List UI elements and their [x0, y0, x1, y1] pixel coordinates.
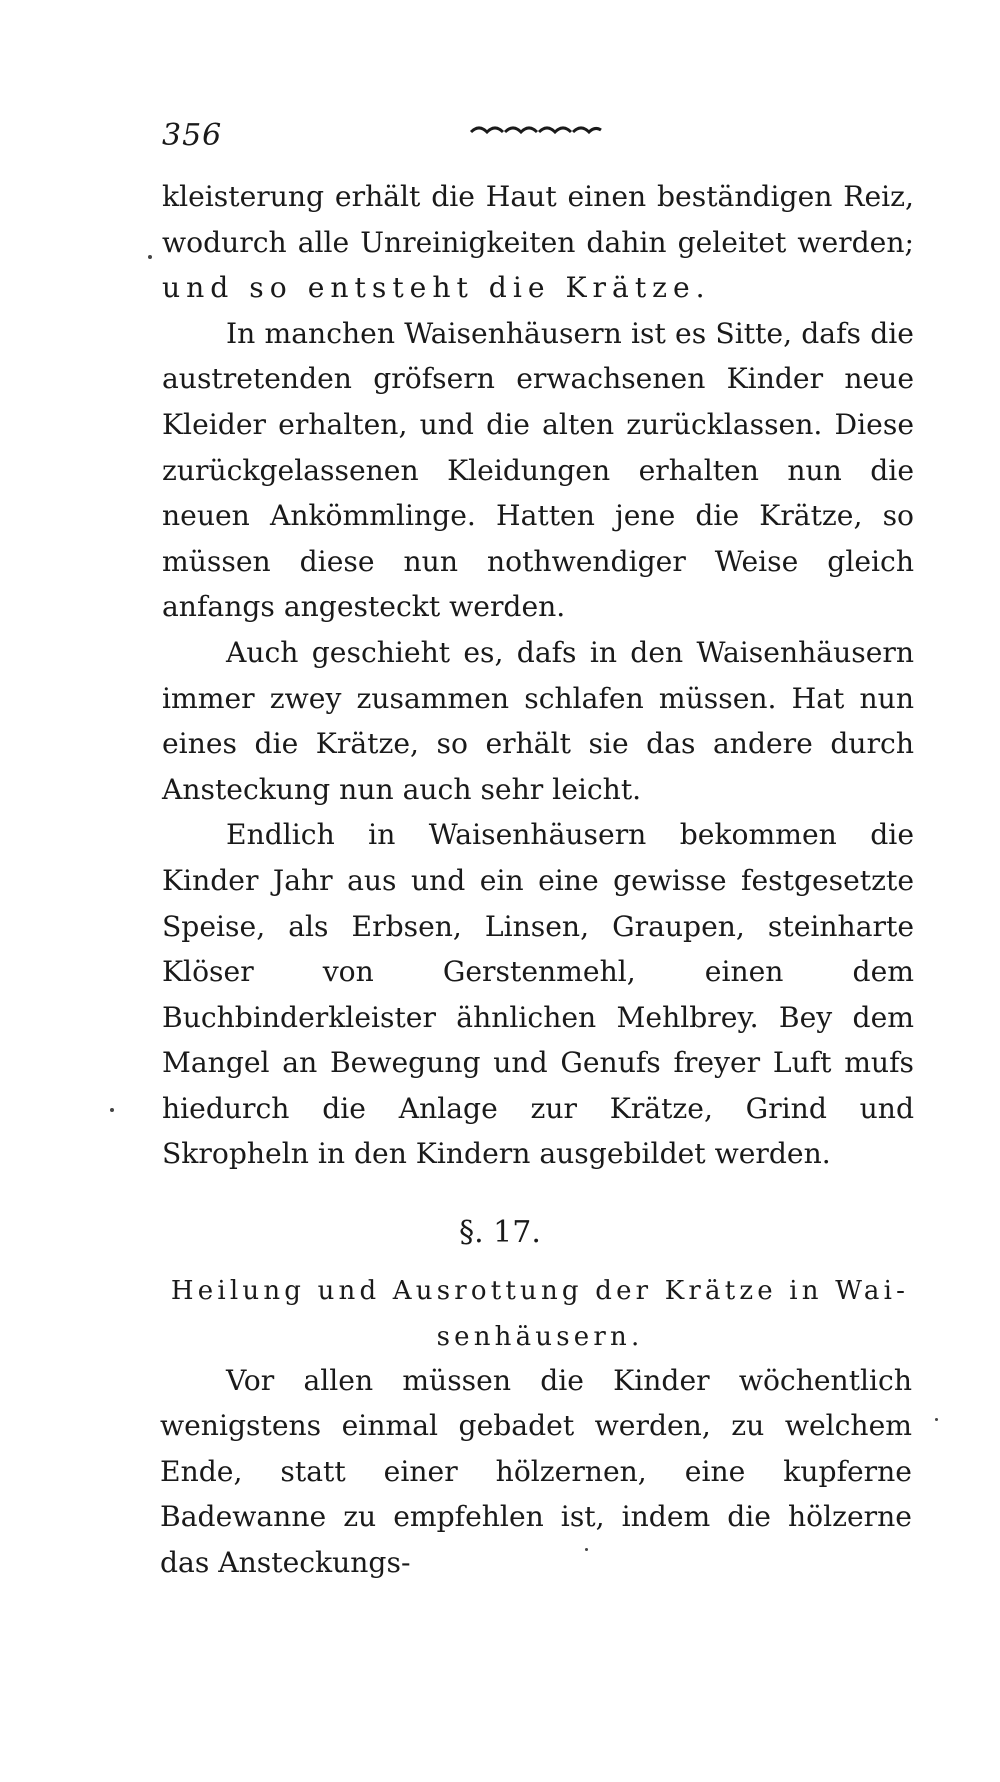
spaced-text: und so entsteht die Krätze. — [162, 271, 711, 305]
section-number: §. 17. — [459, 1215, 541, 1250]
paragraph: Auch geschieht es, dafs in den Waisenhäusern immer zwey zusammen schlafen müssen. Hat nun eines die Krätze, so erhält sie das andere durch Ansteckung nun auch sehr leicht. — [162, 635, 914, 806]
body-text — [162, 174, 914, 1177]
paragraph-continuation — [162, 174, 914, 311]
section-title-line: Heilung und Ausrottung der Krätze in Wai- — [170, 1276, 910, 1306]
page-header — [162, 118, 922, 158]
section-title — [160, 1268, 920, 1360]
paragraph: In manchen Waisenhäusern ist es Sitte, dafs die austretenden gröfsern erwachsenen Kinder neue Kleider erhalten, und die alten zurücklassen. Diese zurückgelassenen Kleidungen erhalten nun die neuen Ankömmlinge. Hatten jene die Krätze, so müssen diese nun nothwendiger Weise gleich anfangs angesteckt werden. — [162, 316, 914, 624]
page-number: 356 — [162, 118, 223, 153]
print-speck — [148, 255, 152, 259]
paragraph-text: kleisterung erhält die Haut einen beständigen Reiz, wodurch alle Unreinigkeiten dahin geleitet werden; — [162, 180, 914, 259]
paragraph: Vor allen müssen die Kinder wöchentlich wenigstens einmal gebadet werden, zu welchem Ende, statt einer hölzernen, eine kupferne Badewanne zu empfehlen ist, indem die hölzerne das Ansteckungs- — [160, 1364, 912, 1579]
print-speck — [585, 1548, 588, 1551]
section-body — [160, 1358, 912, 1585]
header-ornament — [467, 120, 607, 140]
print-speck — [935, 1418, 938, 1421]
paragraph: Endlich in Waisenhäusern bekommen die Kinder Jahr aus und ein eine gewisse festgesetzte Speise, als Erbsen, Linsen, Graupen, steinharte Klöser von Gerstenmehl, einen dem Buchbinderkleister ähnlichen Mehlbrey. Bey dem Mangel an Bewegung und Genufs freyer Luft mufs hiedurch die Anlage zur Krätze, Grind und Skropheln in den Kindern ausgebildet werden. — [162, 818, 914, 1171]
print-speck — [110, 1108, 114, 1112]
section-title-line: senhäusern. — [436, 1322, 644, 1352]
